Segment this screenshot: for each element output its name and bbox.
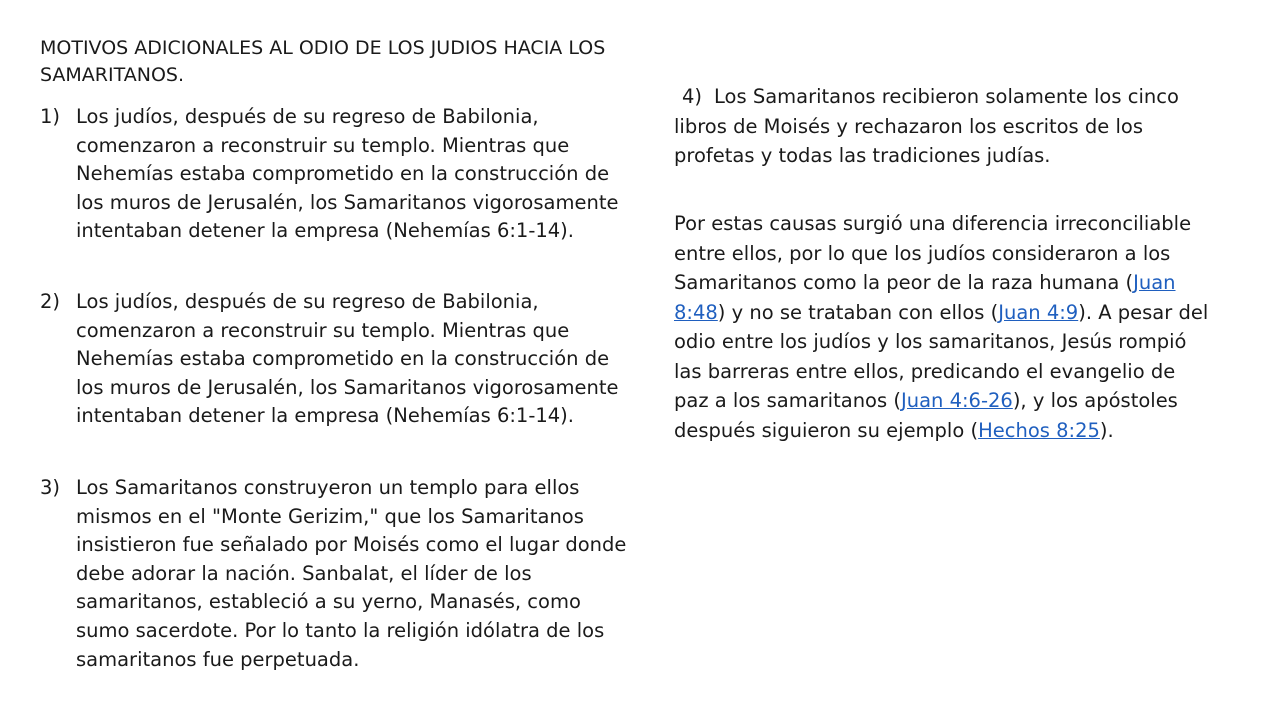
scripture-link-juan-8-48[interactable]: Juan 8:48 (674, 271, 1176, 324)
list-item-number: 4) (682, 85, 703, 108)
conclusion-text: Por estas causas surgió una diferencia irreconciliable entre ellos, por lo que los judíos consideraron a los Samaritanos como la peor de la raza humana ( (674, 212, 1192, 294)
conclusion-paragraph (674, 209, 1214, 445)
list-item-1 (40, 103, 630, 246)
conclusion-text: ). (1099, 418, 1114, 442)
list-item-2 (40, 288, 630, 431)
list-item-text: Los judíos, después de su regreso de Babilonia, comenzaron a reconstruir su templo. Mientras que Nehemías estaba comprometido en la construcción de los muros de Jerusalén, los Samaritanos vigorosamente intentaban detener la empresa (Nehemías 6:1-14). (76, 105, 619, 243)
scripture-link-hechos-8-25[interactable]: Hechos 8:25 (978, 418, 1100, 442)
conclusion-text: ) y no se trataban con ellos ( (717, 300, 999, 324)
list-item-text: Los Samaritanos recibieron solamente los cinco libros de Moisés y rechazaron los escritos de los profetas y todas las tradiciones judías. (674, 85, 1179, 167)
scripture-link-juan-4-9[interactable]: Juan 4:9 (998, 300, 1079, 324)
list-item-text: Los Samaritanos construyeron un templo para ellos mismos en el "Monte Gerizim," que los Samaritanos insistieron fue señalado por Moisés como el lugar donde debe adorar la nación. Sanbalat, el líder de los samaritanos, estableció a su yerno, Manasés, como sumo sacerdote. Por lo tanto la religión idólatra de los samaritanos fue perpetuada. (76, 476, 627, 671)
slide-heading: MOTIVOS ADICIONALES AL ODIO DE LOS JUDIOS HACIA LOS SAMARITANOS. (40, 37, 606, 86)
conclusion-text: ). A pesar del odio entre los judíos y los samaritanos, Jesús rompió las barreras entre ellos, predicando el evangelio de paz a los samaritanos ( (674, 300, 1209, 412)
list-item-number: 2) (40, 290, 61, 313)
scripture-link-juan-4-6-26[interactable]: Juan 4:6-26 (900, 389, 1013, 412)
list-item-number: 3) (40, 476, 61, 499)
list-item-text: Los judíos, después de su regreso de Babilonia, comenzaron a reconstruir su templo. Mientras que Nehemías estaba comprometido en la construcción de los muros de Jerusalén, los Samaritanos vigorosamente intentaban detener la empresa (Nehemías 6:1-14). (76, 290, 619, 428)
list-item-4 (674, 82, 1214, 171)
list-item-number: 1) (40, 105, 61, 128)
list-item-3 (40, 474, 630, 674)
conclusion-text: ), y los apóstoles después siguieron su ejemplo ( (674, 389, 1178, 442)
